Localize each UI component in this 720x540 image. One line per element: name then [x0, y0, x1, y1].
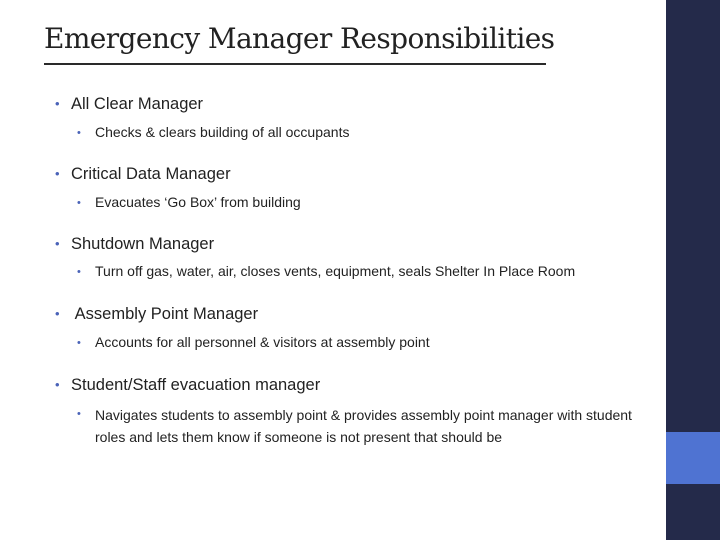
sub-bullet-all-clear — [77, 124, 349, 140]
bullet-dot-icon: • — [55, 377, 60, 392]
bullet-detail: Evacuates ‘Go Box’ from building — [95, 194, 301, 210]
bullet-dot-icon: • — [55, 96, 60, 111]
bullet-dot-icon: • — [77, 197, 81, 209]
bullet-assembly-point-manager — [55, 305, 258, 324]
bullet-dot-icon: • — [55, 166, 60, 181]
bullet-dot-icon: • — [77, 337, 81, 349]
sub-bullet-shutdown — [77, 263, 575, 279]
bullet-all-clear-manager — [55, 95, 203, 114]
bullet-detail: Turn off gas, water, air, closes vents, equipment, seals Shelter In Place Room — [95, 263, 576, 279]
slide-title: Emergency Manager Responsibilities — [44, 22, 555, 55]
sub-bullet-critical-data — [77, 194, 301, 210]
bullet-detail: Accounts for all personnel & visitors at assembly point — [95, 334, 430, 350]
bullet-dot-icon: • — [55, 236, 60, 251]
bullet-heading: All Clear Manager — [71, 95, 204, 113]
side-accent-block — [666, 432, 720, 484]
bullet-detail: Checks & clears building of all occupants — [95, 124, 350, 140]
bullet-dot-icon: • — [55, 306, 60, 321]
bullet-dot-icon: • — [77, 408, 81, 420]
bullet-heading: Shutdown Manager — [71, 235, 215, 253]
sub-bullet-assembly-point — [77, 334, 430, 350]
sub-bullet-student-staff — [77, 402, 652, 448]
bullet-detail: Navigates students to assembly point & provides assembly point manager with student roles and lets them know if someone is not present that should be — [95, 407, 632, 445]
bullet-dot-icon: • — [77, 127, 81, 139]
bullet-student-staff-evacuation-manager — [55, 376, 320, 395]
bullet-dot-icon: • — [77, 266, 81, 278]
bullet-heading: Student/Staff evacuation manager — [71, 376, 321, 394]
bullet-heading: Critical Data Manager — [71, 165, 231, 183]
bullet-critical-data-manager — [55, 165, 231, 184]
bullet-heading: Assembly Point Manager — [71, 305, 259, 323]
bullet-shutdown-manager — [55, 235, 214, 254]
